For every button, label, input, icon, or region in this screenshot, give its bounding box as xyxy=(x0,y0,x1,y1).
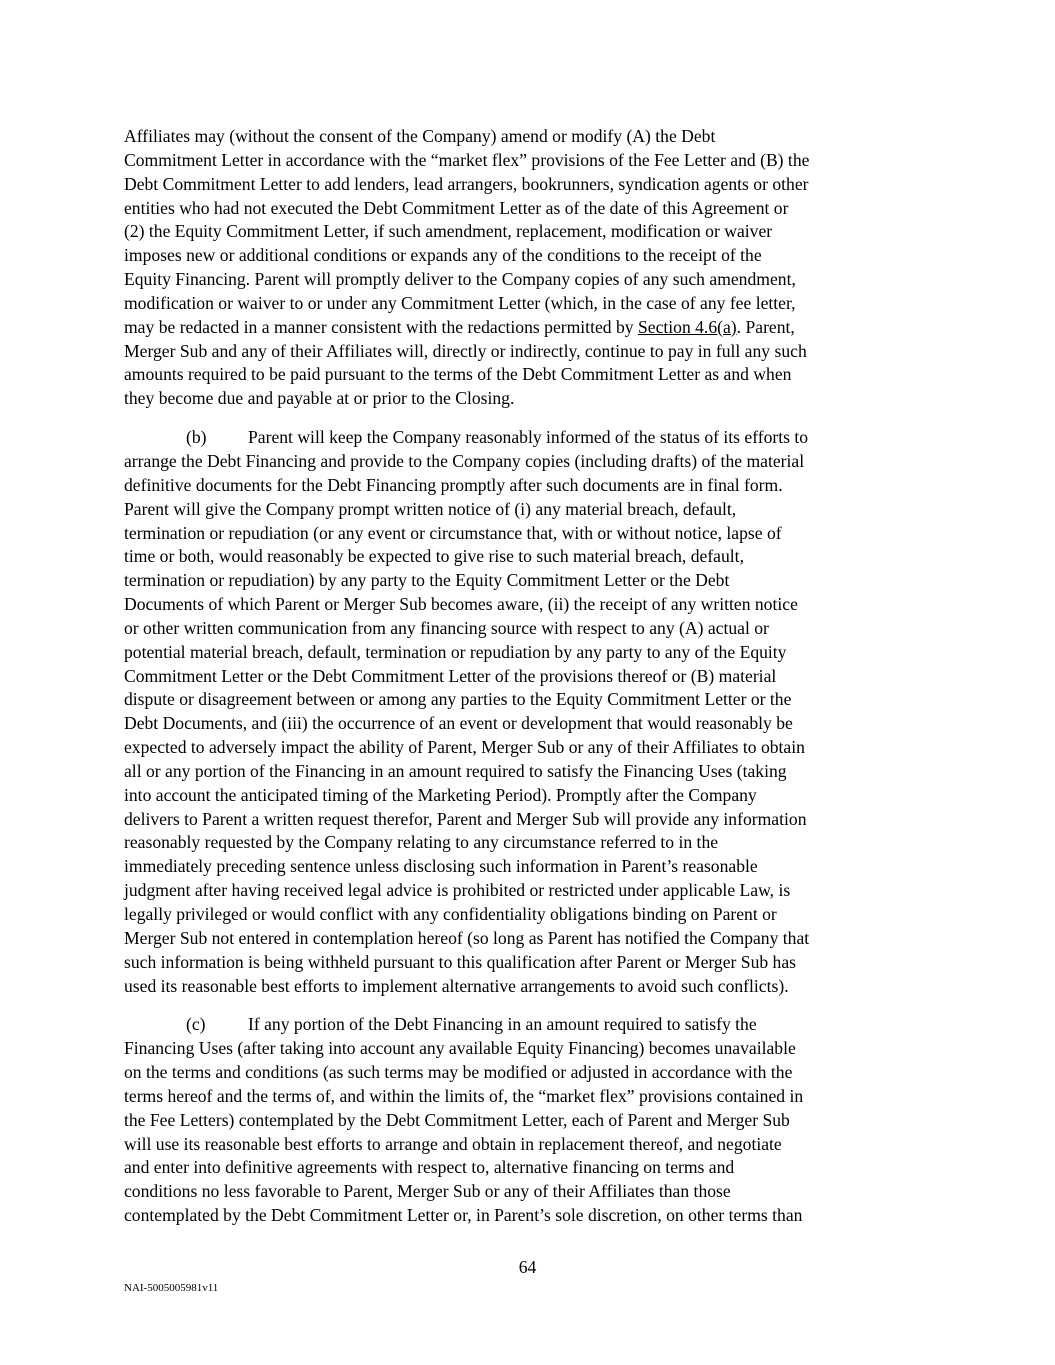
text-line: Debt Commitment Letter to add lenders, lead arrangers, bookrunners, syndication agents or other xyxy=(124,173,809,194)
text-line: reasonably requested by the Company relating to any circumstance referred to in the xyxy=(124,832,719,853)
text-segment: . Parent, xyxy=(736,316,795,337)
text-line: legally privileged or would conflict with any confidentiality obligations binding on Parent or xyxy=(124,904,777,924)
text-line: and enter into definitive agreements with respect to, alternative financing on terms and xyxy=(124,1157,735,1178)
text-segment: Parent will keep the Company reasonably informed of the status of its efforts to xyxy=(248,427,809,448)
text-line: arrange the Debt Financing and provide to the Company copies (including drafts) of the material xyxy=(124,450,805,471)
paragraph-continuation xyxy=(124,125,942,411)
page-number: 64 xyxy=(518,1257,537,1277)
text-line: termination or repudiation (or any event or circumstance that, with or without notice, lapse of xyxy=(124,522,782,543)
text-line: on the terms and conditions (as such terms may be modified or adjusted in accordance with the xyxy=(124,1062,793,1083)
text-line: potential material breach, default, termination or repudiation by any party to any of the Equity xyxy=(124,641,787,662)
text-segment: If any portion of the Debt Financing in an amount required to satisfy the xyxy=(248,1014,757,1035)
text-segment: may be redacted in a manner consistent with the redactions permitted by xyxy=(124,316,638,337)
text-line: Equity Financing. Parent will promptly deliver to the Company copies of any such amendment, xyxy=(124,269,796,290)
paragraph-label: (b) xyxy=(186,427,207,448)
text-line xyxy=(124,1013,942,1037)
text-line: they become due and payable at or prior to the Closing. xyxy=(124,388,515,409)
text-line: the Fee Letters) contemplated by the Debt Commitment Letter, each of Parent and Merger Sub xyxy=(124,1109,790,1130)
text-line: definitive documents for the Debt Financing promptly after such documents are in final form. xyxy=(124,474,783,495)
text-line: judgment after having received legal advice is prohibited or restricted under applicable Law, is xyxy=(124,880,791,901)
text-line: conditions no less favorable to Parent, Merger Sub or any of their Affiliates than those xyxy=(124,1181,731,1202)
paragraph-label: (c) xyxy=(186,1014,206,1035)
text-line: imposes new or additional conditions or expands any of the conditions to the receipt of the xyxy=(124,245,762,266)
text-line: Parent will give the Company prompt written notice of (i) any material breach, default, xyxy=(124,498,737,519)
text-line: such information is being withheld pursuant to this qualification after Parent or Merger Sub has xyxy=(124,951,797,972)
text-line: Financing Uses (after taking into account any available Equity Financing) becomes unavailable xyxy=(124,1038,796,1059)
text-line: used its reasonable best efforts to implement alternative arrangements to avoid such conflicts). xyxy=(124,975,789,996)
text-line: delivers to Parent a written request therefor, Parent and Merger Sub will provide any information xyxy=(124,808,807,829)
paragraph-b xyxy=(124,426,942,998)
text-line: expected to adversely impact the ability of Parent, Merger Sub or any of their Affiliates to obtain xyxy=(124,737,805,758)
text-line: terms hereof and the terms of, and within the limits of, the “market flex” provisions contained in xyxy=(124,1085,804,1106)
text-line: termination or repudiation) by any party to the Equity Commitment Letter or the Debt xyxy=(124,570,730,591)
text-line: time or both, would reasonably be expected to give rise to such material breach, default, xyxy=(124,546,744,567)
body-text xyxy=(124,125,942,1243)
text-line: contemplated by the Debt Commitment Letter or, in Parent’s sole discretion, on other terms than xyxy=(124,1205,803,1226)
text-line: dispute or disagreement between or among any parties to the Equity Commitment Letter or the xyxy=(124,689,792,710)
text-line: Commitment Letter or the Debt Commitment Letter of the provisions thereof or (B) material xyxy=(124,665,777,686)
text-line: entities who had not executed the Debt Commitment Letter as of the date of this Agreement or xyxy=(124,197,789,218)
text-line: modification or waiver to or under any Commitment Letter (which, in the case of any fee letter, xyxy=(124,292,796,313)
text-line xyxy=(124,426,942,450)
text-line: will use its reasonable best efforts to arrange and obtain in replacement thereof, and negotiate xyxy=(124,1133,782,1154)
paragraph-c xyxy=(124,1013,942,1228)
text-line: all or any portion of the Financing in an amount required to satisfy the Financing Uses (taking xyxy=(124,760,787,781)
text-line: Merger Sub and any of their Affiliates will, directly or indirectly, continue to pay in full any such xyxy=(124,340,807,361)
text-line: (2) the Equity Commitment Letter, if such amendment, replacement, modification or waiver xyxy=(124,221,773,242)
text-line: Affiliates may (without the consent of the Company) amend or modify (A) the Debt xyxy=(124,126,716,146)
text-line: Merger Sub not entered in contemplation hereof (so long as Parent has notified the Company that xyxy=(124,927,810,948)
text-line: into account the anticipated timing of the Marketing Period). Promptly after the Company xyxy=(124,784,757,805)
section-reference: Section 4.6(a) xyxy=(637,316,737,337)
text-line: or other written communication from any financing source with respect to any (A) actual or xyxy=(124,617,769,638)
text-line: Commitment Letter in accordance with the “market flex” provisions of the Fee Letter and (B) the xyxy=(124,149,810,170)
text-line: amounts required to be paid pursuant to the terms of the Debt Commitment Letter as and when xyxy=(124,364,792,385)
text-line: Documents of which Parent or Merger Sub becomes aware, (ii) the receipt of any written notice xyxy=(124,594,798,615)
text-line: Debt Documents, and (iii) the occurrence of an event or development that would reasonably be xyxy=(124,713,793,734)
document-id: NAI-5005005981v11 xyxy=(124,1282,219,1294)
text-line xyxy=(124,316,942,340)
text-line: immediately preceding sentence unless disclosing such information in Parent’s reasonable xyxy=(124,856,758,877)
